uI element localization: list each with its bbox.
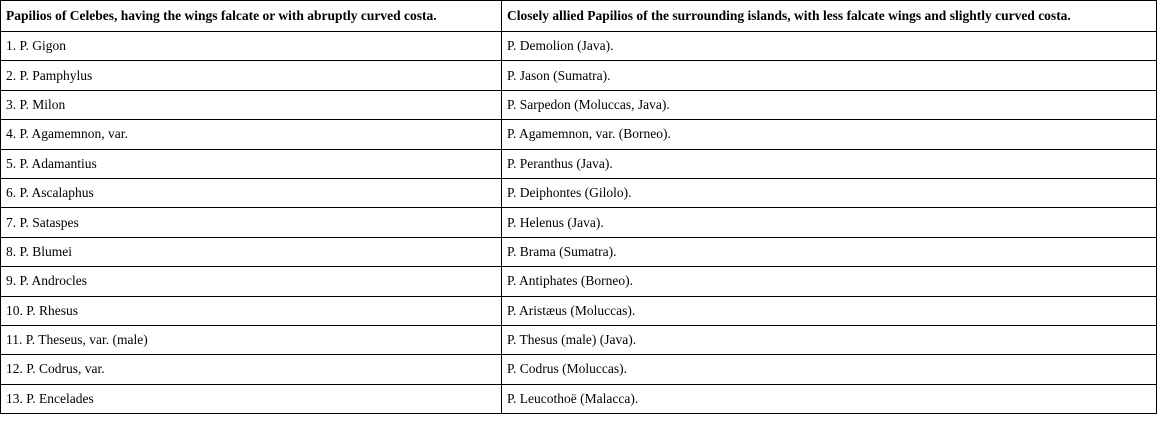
celebes-species-cell: 12. P. Codrus, var. — [1, 355, 502, 384]
table-row — [1, 32, 1157, 61]
allied-species-cell: P. Deiphontes (Gilolo). — [502, 178, 1157, 207]
table-row — [1, 208, 1157, 237]
allied-species-cell: P. Leucothoë (Malacca). — [502, 384, 1157, 413]
allied-species-cell: P. Demolion (Java). — [502, 32, 1157, 61]
celebes-species-cell: 13. P. Encelades — [1, 384, 502, 413]
celebes-species-cell: 5. P. Adamantius — [1, 149, 502, 178]
allied-species-cell: P. Codrus (Moluccas). — [502, 355, 1157, 384]
table-row — [1, 178, 1157, 207]
celebes-species-cell: 11. P. Theseus, var. (male) — [1, 325, 502, 354]
allied-species-cell: P. Aristæus (Moluccas). — [502, 296, 1157, 325]
celebes-species-cell: 10. P. Rhesus — [1, 296, 502, 325]
header-allied-papilios: Closely allied Papilios of the surrounding islands, with less falcate wings and slightly curved costa. — [502, 1, 1157, 32]
celebes-species-cell: 1. P. Gigon — [1, 32, 502, 61]
celebes-species-cell: 3. P. Milon — [1, 90, 502, 119]
celebes-species-cell: 8. P. Blumei — [1, 237, 502, 266]
table-header-row — [1, 1, 1157, 32]
table-row — [1, 296, 1157, 325]
table-row — [1, 325, 1157, 354]
allied-species-cell: P. Peranthus (Java). — [502, 149, 1157, 178]
allied-species-cell: P. Antiphates (Borneo). — [502, 267, 1157, 296]
table-row — [1, 149, 1157, 178]
allied-species-cell: P. Thesus (male) (Java). — [502, 325, 1157, 354]
celebes-species-cell: 7. P. Sataspes — [1, 208, 502, 237]
header-celebes-papilios: Papilios of Celebes, having the wings falcate or with abruptly curved costa. — [1, 1, 502, 32]
celebes-species-cell: 6. P. Ascalaphus — [1, 178, 502, 207]
celebes-species-cell: 9. P. Androcles — [1, 267, 502, 296]
celebes-species-cell: 4. P. Agamemnon, var. — [1, 120, 502, 149]
table-row — [1, 120, 1157, 149]
table-row — [1, 355, 1157, 384]
allied-species-cell: P. Agamemnon, var. (Borneo). — [502, 120, 1157, 149]
table-row — [1, 237, 1157, 266]
table-row — [1, 267, 1157, 296]
table-row — [1, 61, 1157, 90]
allied-species-cell: P. Helenus (Java). — [502, 208, 1157, 237]
table-row — [1, 384, 1157, 413]
allied-species-cell: P. Brama (Sumatra). — [502, 237, 1157, 266]
celebes-species-cell: 2. P. Pamphylus — [1, 61, 502, 90]
allied-species-cell: P. Jason (Sumatra). — [502, 61, 1157, 90]
table-row — [1, 90, 1157, 119]
allied-species-cell: P. Sarpedon (Moluccas, Java). — [502, 90, 1157, 119]
